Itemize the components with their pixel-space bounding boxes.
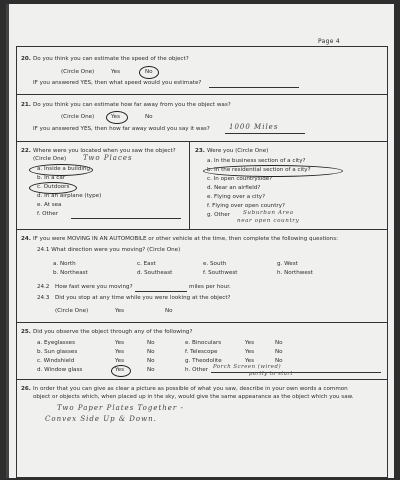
option-binoculars: e. Binoculars bbox=[185, 340, 222, 346]
option-other[interactable]: f. Other bbox=[37, 211, 59, 217]
option-flying-over-city[interactable]: e. Flying over a city? bbox=[207, 194, 266, 200]
question-number: 22. bbox=[21, 148, 31, 154]
no-option[interactable]: No bbox=[275, 349, 283, 355]
selection-circle bbox=[106, 111, 128, 124]
form-page bbox=[6, 4, 394, 478]
option-other: h. Other bbox=[185, 367, 208, 373]
yes-option[interactable]: Yes bbox=[111, 69, 121, 75]
direction-west[interactable]: g. West bbox=[277, 261, 298, 267]
yes-option[interactable]: Yes bbox=[115, 340, 125, 346]
answer-line[interactable] bbox=[209, 87, 299, 88]
direction-southeast[interactable]: d. Southeast bbox=[137, 270, 173, 276]
questionnaire-form bbox=[16, 46, 388, 478]
no-option[interactable]: No bbox=[275, 340, 283, 346]
circle-one-label: (Circle One) bbox=[61, 69, 95, 75]
question-number: 23. bbox=[195, 148, 205, 154]
other-answer-line[interactable] bbox=[71, 218, 181, 219]
no-option[interactable]: No bbox=[275, 358, 283, 364]
option-inside-building[interactable]: a. Inside a building bbox=[37, 166, 91, 172]
handwritten-other-2: near open country bbox=[237, 218, 300, 224]
question-number: 24. bbox=[21, 236, 31, 242]
subquestion-speed: How fast were you moving? bbox=[55, 284, 133, 290]
option-airplane[interactable]: d. In an airplane (type) bbox=[37, 193, 102, 199]
option-flying-over-country[interactable]: f. Flying over open country? bbox=[207, 203, 285, 209]
yes-option[interactable]: Yes bbox=[115, 349, 125, 355]
yes-option[interactable]: Yes bbox=[115, 367, 125, 373]
question-21 bbox=[17, 94, 387, 142]
question-25 bbox=[17, 322, 387, 380]
option-at-sea[interactable]: e. At sea bbox=[37, 202, 62, 208]
question-text: Did you observe the object through any of the following? bbox=[33, 329, 193, 335]
question-24 bbox=[17, 229, 387, 323]
no-option[interactable]: No bbox=[145, 69, 153, 75]
option-open-countryside[interactable]: c. In open countryside? bbox=[207, 176, 273, 182]
question-number: 26. bbox=[21, 386, 31, 392]
question-number: 21. bbox=[21, 102, 31, 108]
option-in-car[interactable]: b. In a car bbox=[37, 175, 66, 181]
question-text: Do you think you can estimate how far away from you the object was? bbox=[33, 102, 231, 108]
speed-unit: miles per hour. bbox=[189, 284, 231, 290]
question-22-23 bbox=[17, 141, 387, 230]
yes-option[interactable]: Yes bbox=[245, 349, 255, 355]
question-number: 25. bbox=[21, 329, 31, 335]
no-option[interactable]: No bbox=[147, 367, 155, 373]
option-near-airfield[interactable]: d. Near an airfield? bbox=[207, 185, 261, 191]
direction-northeast[interactable]: b. Northeast bbox=[53, 270, 88, 276]
subquestion-stop: Did you stop at any time while you were looking at the object? bbox=[55, 295, 231, 301]
answer-line[interactable] bbox=[225, 133, 305, 134]
no-option[interactable]: No bbox=[165, 308, 173, 314]
direction-south[interactable]: e. South bbox=[203, 261, 227, 267]
selection-circle bbox=[111, 365, 131, 377]
yes-option[interactable]: Yes bbox=[115, 308, 125, 314]
no-option[interactable]: No bbox=[145, 114, 153, 120]
subquestion-number: 24.2 bbox=[37, 284, 50, 290]
question-text: Were you (Circle One) bbox=[207, 148, 269, 154]
direction-northwest[interactable]: h. Northwest bbox=[277, 270, 313, 276]
no-option[interactable]: No bbox=[147, 349, 155, 355]
no-option[interactable]: No bbox=[147, 340, 155, 346]
direction-east[interactable]: c. East bbox=[137, 261, 156, 267]
page-edge bbox=[6, 4, 9, 478]
subquestion-direction: 24.1 What direction were you moving? (Circle One) bbox=[37, 247, 181, 253]
handwritten-answer-2: Convex Side Up & Down. bbox=[45, 415, 157, 423]
question-text: Do you think you can estimate the speed of the object? bbox=[33, 56, 189, 62]
option-business-section[interactable]: a. In the business section of a city? bbox=[207, 158, 306, 164]
followup-text: IF you answered YES, then what speed would you estimate? bbox=[33, 80, 202, 86]
option-other[interactable]: g. Other bbox=[207, 212, 230, 218]
yes-option[interactable]: Yes bbox=[111, 114, 121, 120]
page-number: Page 4 bbox=[318, 38, 341, 45]
subquestion-number: 24.3 bbox=[37, 295, 50, 301]
question-text-line-1: In order that you can give as clear a picture as possible of what you saw, describe in your own words a common bbox=[33, 386, 348, 392]
question-text-line-2: object or objects which, when placed up in the sky, would give the same appearance as the object which you saw. bbox=[33, 394, 354, 400]
handwritten-distance: 1000 Miles bbox=[229, 123, 279, 131]
option-residential-section[interactable]: b. In the residential section of a city? bbox=[207, 167, 311, 173]
option-theodolite: g. Theodolite bbox=[185, 358, 222, 364]
followup-text: IF you answered YES, then how far away would you say it was? bbox=[33, 126, 210, 132]
speed-answer-line[interactable] bbox=[135, 291, 187, 292]
other-answer-line[interactable] bbox=[211, 372, 381, 373]
handwritten-other-1: Suburban Area bbox=[243, 210, 294, 216]
handwritten-answer-1: Two Paper Plates Together - bbox=[57, 404, 184, 412]
option-windshield: c. Windshield bbox=[37, 358, 75, 364]
direction-southwest[interactable]: f. Southwest bbox=[203, 270, 238, 276]
column-divider bbox=[189, 141, 190, 229]
yes-option[interactable]: Yes bbox=[115, 358, 125, 364]
handwritten-other-2: partly to start bbox=[249, 371, 293, 377]
question-26 bbox=[17, 379, 387, 477]
yes-option[interactable]: Yes bbox=[245, 340, 255, 346]
option-sun-glasses: b. Sun glasses bbox=[37, 349, 78, 355]
circle-one-label: (Circle One) bbox=[33, 156, 67, 162]
option-eyeglasses: a. Eyeglasses bbox=[37, 340, 75, 346]
option-window-glass: d. Window glass bbox=[37, 367, 83, 373]
question-text: Where were you located when you saw the object? bbox=[33, 148, 176, 154]
handwritten-note: Two Places bbox=[83, 154, 133, 162]
direction-north[interactable]: a. North bbox=[53, 261, 76, 267]
no-option[interactable]: No bbox=[147, 358, 155, 364]
yes-option[interactable]: Yes bbox=[245, 358, 255, 364]
circle-one-label: (Circle One) bbox=[55, 308, 89, 314]
option-outdoors[interactable]: c. Outdoors bbox=[37, 184, 70, 190]
option-telescope: f. Telescope bbox=[185, 349, 218, 355]
handwritten-other-1: Porch Screen (wired) bbox=[213, 364, 282, 370]
question-text: IF you were MOVING IN AN AUTOMOBILE or other vehicle at the time, then complete the following questions: bbox=[33, 236, 338, 242]
selection-circle bbox=[139, 66, 159, 79]
question-20 bbox=[17, 47, 387, 95]
question-number: 20. bbox=[21, 56, 31, 62]
circle-one-label: (Circle One) bbox=[61, 114, 95, 120]
